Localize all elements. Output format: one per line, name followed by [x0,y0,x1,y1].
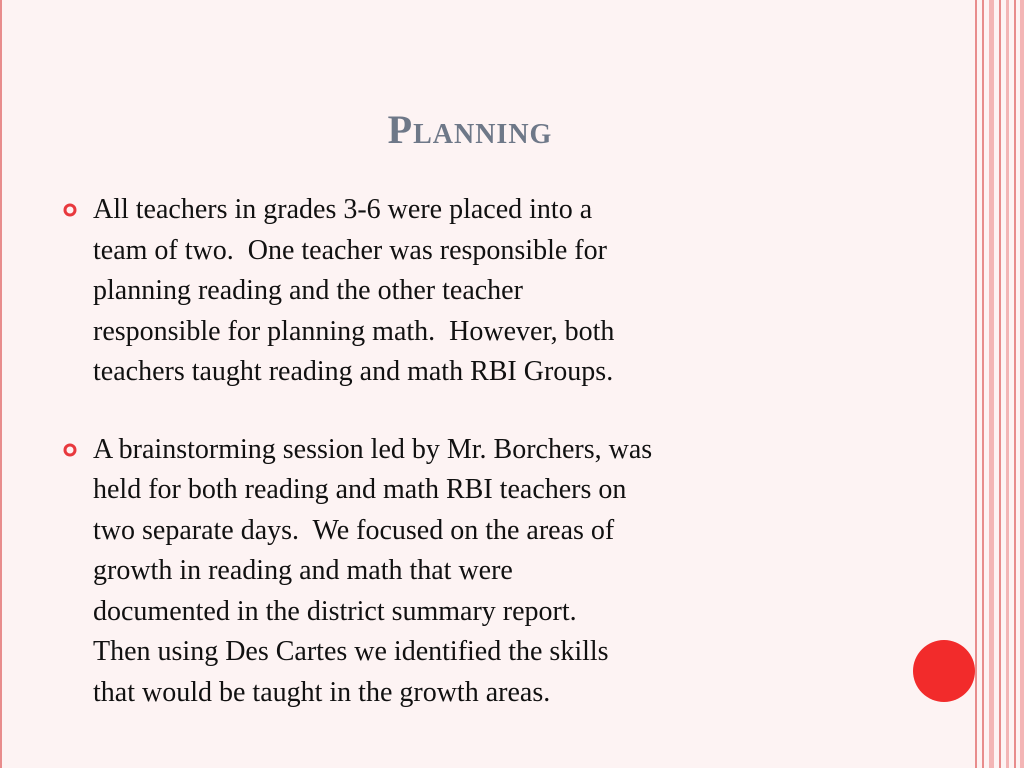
red-circle-icon [913,640,975,702]
bullet-line: growth in reading and math that were [93,555,513,586]
bullet-line: that would be taught in the growth areas. [93,676,551,708]
right-border-stripes [975,0,1024,768]
border-stripe [975,0,977,768]
bullet-item [60,190,860,393]
bullet-line: two separate days. We focused on the areas of [93,514,615,546]
bullet-line: documented in the district summary report. [93,595,577,627]
ring-bullet-icon [63,203,77,217]
bullet-line: All teachers in grades 3-6 were placed into a [93,194,593,225]
bullet-line: planning reading and the other teacher [93,275,523,306]
bullet-line: held for both reading and math RBI teachers on [93,474,627,505]
bullet-line: Then using Des Cartes we identified the skills [93,636,609,667]
slide-title: Planning [387,107,553,152]
ring-bullet-icon [63,443,77,457]
border-stripe [999,0,1001,768]
bullet-line: team of two. One teacher was responsible for [93,234,607,266]
border-stripe [1020,0,1024,768]
bullet-item [60,430,860,714]
bullet-list [60,190,860,713]
border-stripe [982,0,984,768]
bullet-line: teachers taught reading and math RBI Groups. [93,356,614,387]
border-stripe [1006,0,1009,768]
bullet-line: A brainstorming session led by Mr. Borchers, was [93,433,653,465]
border-stripe [989,0,994,768]
bullet-line: responsible for planning math. However, both [93,315,615,347]
border-stripe [1014,0,1016,768]
